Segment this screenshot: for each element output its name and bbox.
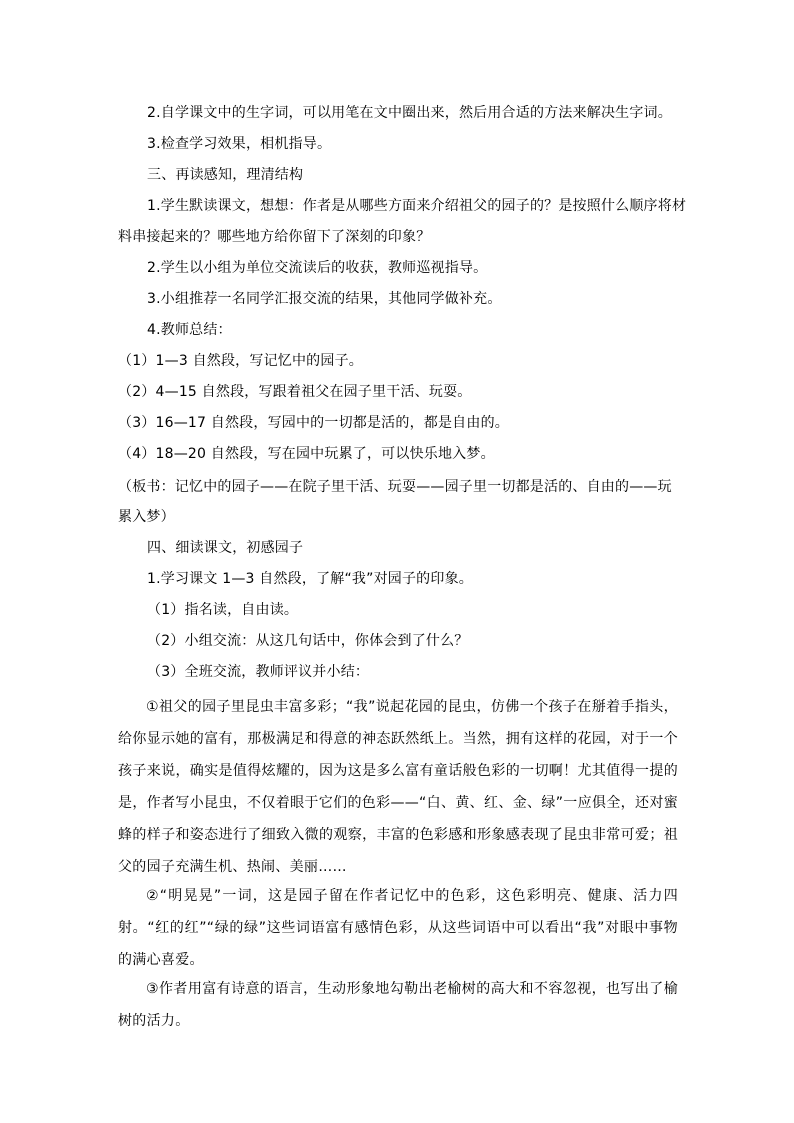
step-2-self-study: 2.自学课文中的生字词，可以用笔在文中圈出来，然后用合适的方法来解决生字词。	[147, 105, 672, 121]
analysis-paragraph-3: ③作者用富有诗意的语言，生动形象地勾勒出老榆树的高大和不容忽视，也写出了榆树的活力。	[118, 981, 678, 1029]
summary-point-1: （1）1—3 自然段，写记忆中的园子。	[118, 353, 363, 369]
section-4-sub-1: （1）指名读，自由读。	[147, 602, 299, 618]
section-3-item-3: 3.小组推荐一名同学汇报交流的结果，其他同学做补充。	[147, 291, 502, 307]
section-4-sub-2: （2）小组交流：从这几句话中，你体会到了什么？	[147, 633, 469, 649]
step-3-check-learning: 3.检查学习效果，相机指导。	[147, 136, 332, 152]
analysis-paragraph-2: ②“明晃晃”一词，这是园子留在作者记忆中的色彩，这色彩明亮、健康、活力四射。“红的红”“绿的绿”这些词语富有感情色彩，从这些词语中可以看出“我”对眼中事物的满心喜爱。	[118, 888, 678, 968]
section-3-item-2: 2.学生以小组为单位交流读后的收获，教师巡视指导。	[147, 260, 488, 276]
section-3-heading: 三、再读感知，理清结构	[147, 167, 304, 183]
blackboard-note-line-2: 累入梦）	[118, 509, 175, 525]
section-3-item-1-line-1: 1.学生默读课文，想想：作者是从哪些方面来介绍祖父的园子的？是按照什么顺序将材	[147, 198, 687, 214]
section-4-sub-3: （3）全班交流，教师评议并小结：	[147, 664, 370, 680]
section-4-item-1: 1.学习课文 1—3 自然段，了解“我”对园子的印象。	[147, 571, 473, 587]
summary-point-2: （2）4—15 自然段，写跟着祖父在园子里干活、玩耍。	[118, 384, 472, 400]
analysis-paragraph-1: ①祖父的园子里昆虫丰富多彩；“我”说起花园的昆虫，仿佛一个孩子在掰着手指头，给你显示她的富有，那极满足和得意的神态跃然纸上。当然，拥有这样的花园，对于一个孩子来说，确实是值得炫耀的，因为这是多么富有童话般色彩的一切啊！尤其值得一提的是，作者写小昆虫，不仅着眼于它们的色彩——“白、黄、红、金、绿”一应俱全，还对蜜蜂的样子和姿态进行了细致入微的观察，丰富的色彩感和形象感表现了昆虫非常可爱；祖父的园子充满生机、热闹、美丽……	[118, 699, 678, 875]
section-4-heading: 四、细读课文，初感园子	[147, 540, 304, 556]
summary-point-4: （4）18—20 自然段，写在园中玩累了，可以快乐地入梦。	[118, 446, 495, 462]
summary-point-3: （3）16—17 自然段，写园中的一切都是活的，都是自由的。	[118, 415, 509, 431]
section-3-item-1-line-2: 料串接起来的？哪些地方给你留下了深刻的印象？	[118, 229, 431, 245]
blackboard-note-line-1: （板书：记忆中的园子——在院子里干活、玩耍——园子里一切都是活的、自由的——玩	[118, 479, 672, 495]
section-3-item-4: 4.教师总结：	[147, 322, 232, 338]
